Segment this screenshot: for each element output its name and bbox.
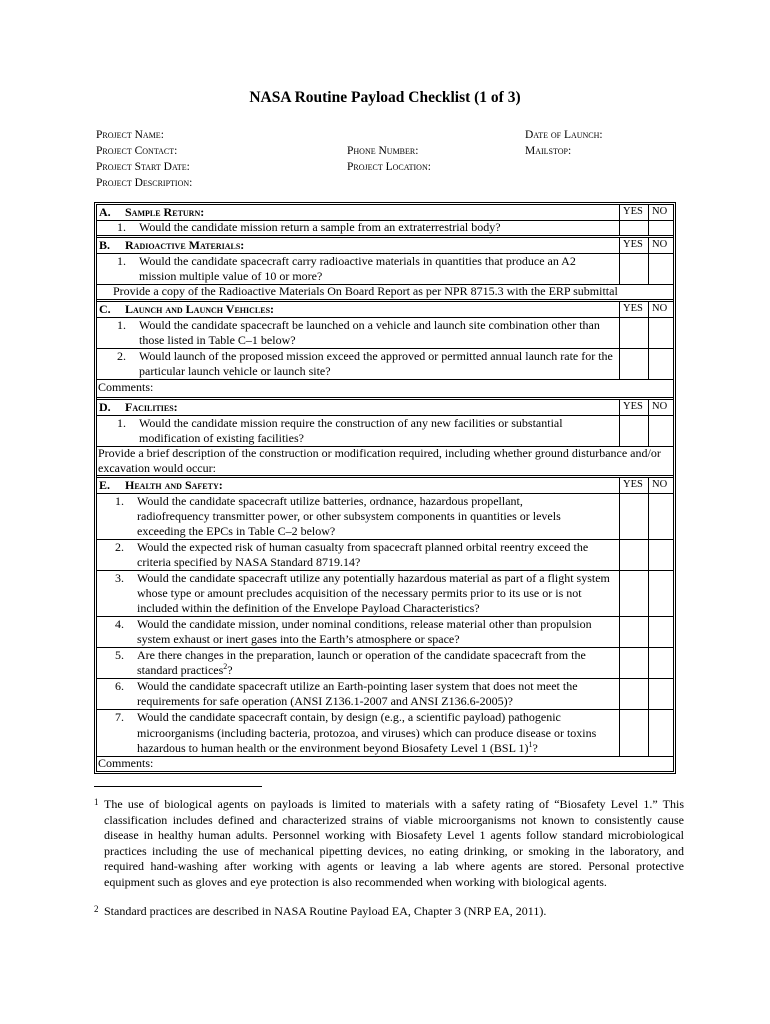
project-start-date-label: Project Start Date:: [96, 161, 190, 173]
question-text-end: ?: [532, 741, 538, 755]
question-text: [137, 648, 617, 678]
question-number: 7.: [115, 710, 124, 724]
question-number: 1.: [117, 220, 126, 234]
section-b-title: Radioactive Materials:: [125, 238, 245, 252]
no-label: NO: [652, 303, 668, 314]
question-number: 1.: [117, 416, 126, 430]
question-number: 1.: [117, 254, 126, 268]
footnote-text: Standard practices are described in NASA Routine Payload EA, Chapter 3 (NRP EA, 2011).: [104, 904, 547, 918]
question-text: Would the candidate mission return a sample from an extraterrestrial body?: [139, 220, 501, 234]
section-d-note: Provide a brief description of the construction or modification required, including whether ground disturbance and/or excavation would occur:: [98, 446, 661, 475]
question-text-end: ?: [227, 663, 233, 677]
question-number: 6.: [115, 679, 124, 693]
yes-column-divider: [619, 478, 620, 757]
section-e-header-row: [97, 478, 673, 494]
section-b-header-row: [97, 238, 673, 254]
section-e-question-2: [97, 540, 673, 571]
question-number: 1.: [117, 318, 126, 332]
question-text: Would the candidate mission require the construction of any new facilities or substantial modification of existing facilities?: [139, 416, 563, 445]
yes-label: YES: [623, 479, 643, 490]
yes-label: YES: [623, 206, 643, 217]
no-label: NO: [652, 479, 668, 490]
section-d-letter: D.: [99, 400, 111, 414]
project-info-left: [96, 127, 192, 191]
yes-column-divider: [619, 400, 620, 447]
no-column-divider: [648, 400, 649, 447]
question-text: Would the candidate spacecraft carry radioactive materials in quantities that produce an A2 mission multiple value of 10 or more?: [139, 254, 576, 283]
question-number: 5.: [115, 648, 124, 662]
project-location-label: Project Location:: [347, 161, 431, 173]
footnote-separator: [94, 786, 262, 787]
no-column-divider: [648, 478, 649, 757]
phone-number-label: Phone Number:: [347, 145, 419, 157]
yes-label: YES: [623, 239, 643, 250]
question-number: 2.: [115, 540, 124, 554]
yes-column-divider: [619, 238, 620, 285]
section-a-letter: A.: [99, 205, 111, 219]
question-text: Would the candidate spacecraft utilize an Earth-pointing laser system that does not meet the requirements for safe operation (ANSI Z136.1-2007 and ANSI Z136.6-2005)?: [137, 679, 578, 708]
no-label: NO: [652, 206, 668, 217]
question-number: 4.: [115, 617, 124, 631]
no-column-divider: [648, 205, 649, 235]
section-d-header-row: [97, 400, 673, 416]
mailstop-label: Mailstop:: [525, 145, 572, 157]
project-description-label: Project Description:: [96, 177, 193, 189]
yes-label: YES: [623, 401, 643, 412]
page-title: NASA Routine Payload Checklist (1 of 3): [249, 89, 521, 106]
footnote-1: [94, 797, 684, 905]
project-name-label: Project Name:: [96, 129, 164, 141]
section-e-question-5: [97, 648, 673, 679]
section-c-title: Launch and Launch Vehicles:: [125, 302, 275, 316]
section-e-question-1: [97, 494, 673, 540]
question-text-main: Would the candidate spacecraft contain, by design (e.g., a scientific payload) pathogenic microorganisms (including bacteria, protozoa, and viruses) which can produce disease or toxins hazardous to human health or the environment beyond Biosafety Level 1 (BSL 1): [137, 710, 597, 755]
section-e-question-6: [97, 679, 673, 710]
section-d-note-row: [97, 447, 673, 478]
question-number: 1.: [115, 494, 124, 508]
comments-label: Comments:: [98, 380, 154, 394]
section-a-question-1: [97, 221, 673, 238]
section-c-question-2: [97, 349, 673, 380]
yes-column-divider: [619, 302, 620, 380]
project-contact-label: Project Contact:: [96, 145, 178, 157]
section-e-question-4: [97, 617, 673, 648]
section-c-header-row: [97, 302, 673, 318]
section-e-comments-row: [97, 757, 673, 771]
question-text: Would the candidate mission, under nominal conditions, release material other than propulsion system exhaust or inert gases into the Earth’s atmosphere or space?: [137, 617, 592, 646]
date-of-launch-label: Date of Launch:: [525, 129, 603, 141]
section-d-title: Facilities:: [125, 400, 178, 414]
no-label: NO: [652, 401, 668, 412]
no-column-divider: [648, 238, 649, 285]
question-number: 3.: [115, 571, 124, 585]
question-text: [137, 710, 617, 757]
section-b-note-row: [97, 285, 673, 302]
question-text: Would the candidate spacecraft utilize any potentially hazardous material as part of a flight system whose type or amount precludes acquisition of the necessary permits prior to its use or is not included within the definition of the Envelope Payload Characteristics?: [137, 571, 610, 615]
section-e-title: Health and Safety:: [125, 478, 223, 492]
no-column-divider: [648, 302, 649, 380]
question-text: Would the candidate spacecraft be launched on a vehicle and launch site combination other than those listed in Table C–1 below?: [139, 318, 600, 347]
footnote-number: 1: [94, 797, 99, 807]
section-c-comments-row: [97, 380, 673, 400]
footnote-ref-2: 2: [223, 662, 228, 671]
question-text: Would the candidate spacecraft utilize batteries, ordnance, hazardous propellant, radiofrequency transmitter power, or other subsystem components in quantities or levels exceeding the EPCs in Table C–2 below?: [137, 494, 561, 538]
footnote-number: 2: [94, 904, 99, 914]
section-e-letter: E.: [99, 478, 111, 492]
footnote-text: The use of biological agents on payloads is limited to materials with a safety rating of “Biosafety Level 1.” This classification includes defined and characterized strains of viable microorganisms not known to consistently cause disease in healthy human adults. Personnel working with Biosafety Level 1 agents follow standard microbiological practices including the use of mechanical pipetting devices, no eating drinking, or smoking in the laboratory, and required hand-washing after working with agents or leaving a lab where agents are stored. Personal protective equipment such as gloves and eye protection is also recommended when working with biological agents.: [104, 797, 684, 889]
yes-label: YES: [623, 303, 643, 314]
question-number: 2.: [117, 349, 126, 363]
section-d-question-1: [97, 416, 673, 447]
question-text: Would the expected risk of human casualty from spacecraft planned orbital reentry exceed the criteria specified by NASA Standard 8719.14?: [137, 540, 589, 569]
no-label: NO: [652, 239, 668, 250]
section-e-question-3: [97, 571, 673, 617]
question-text-main: Are there changes in the preparation, launch or operation of the candidate spacecraft from the standard practices: [137, 648, 586, 677]
section-c-letter: C.: [99, 302, 111, 316]
section-b-letter: B.: [99, 238, 111, 252]
section-b-note: Provide a copy of the Radioactive Materials On Board Report as per NPR 8715.3 with the ERP submittal: [113, 284, 618, 298]
section-a-title: Sample Return:: [125, 205, 205, 219]
section-a-header-row: [97, 205, 673, 221]
footnote-ref-1: 1: [528, 740, 533, 749]
section-c-question-1: [97, 318, 673, 349]
section-b-question-1: [97, 254, 673, 285]
section-e-question-7: [97, 710, 673, 757]
checklist-table: [94, 202, 676, 774]
footnote-2: [94, 904, 684, 920]
project-info-right: [525, 127, 603, 159]
question-text: Would launch of the proposed mission exceed the approved or permitted annual launch rate for the particular launch vehicle or launch site?: [139, 349, 613, 378]
project-info-middle: [347, 143, 431, 175]
yes-column-divider: [619, 205, 620, 235]
comments-label: Comments:: [98, 756, 154, 770]
